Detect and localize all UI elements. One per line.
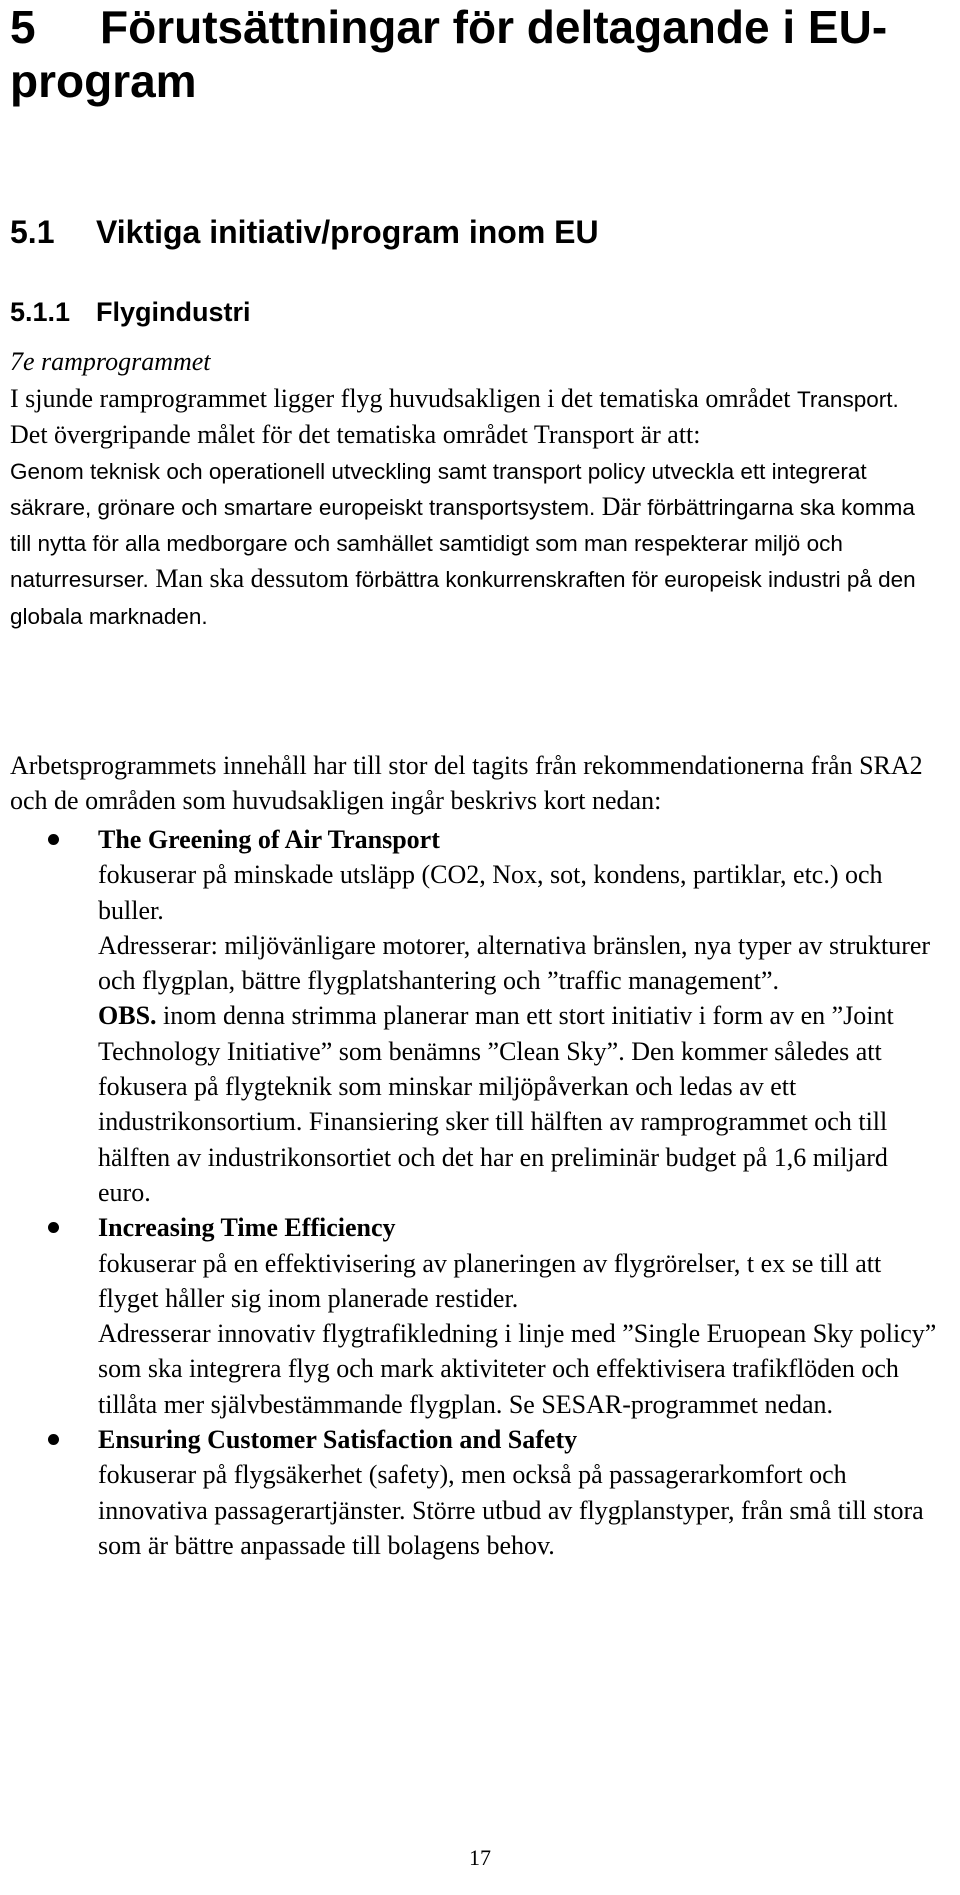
intro-text-b: Transport. [797, 387, 899, 412]
program-subheading: 7e ramprogrammet [10, 347, 211, 376]
list-item [10, 1422, 940, 1563]
focus-area-list [10, 822, 940, 1563]
obs-text: inom denna strimma planerar man ett stort initiativ i form av en ”Joint Technology Initiative” som benämns ”Clean Sky”. Den kommer således att fokusera på flygteknik som minskar miljöpåverkan och ledas av ett industrikonsortium. Finansiering sker till hälften av ramprogrammet och till hälften av industrikonsortiet och det har en preliminär budget på 1,6 miljard euro. [98, 1001, 894, 1207]
focus-area-title: Increasing Time Efficiency [98, 1213, 396, 1243]
subsection-number: 5.1.1 [10, 297, 71, 327]
focus-area-title: Ensuring Customer Satisfaction and Safety [98, 1425, 578, 1455]
intro-text-e: Där [595, 491, 648, 521]
chapter-heading [10, 0, 940, 108]
section-heading [10, 212, 599, 252]
bullet-icon [48, 834, 59, 845]
bullet-icon [48, 1222, 59, 1233]
intro-text-f: förbättringarna ska komma till nytta för alla medborgare och samhället samtidigt som man respekterar miljö och naturresurser. [10, 494, 915, 593]
subsection-heading [10, 295, 251, 329]
focus-area-text: fokuserar på en effektivisering av planeringen av flygrörelser, t ex se till att flyget håller sig inom planerade restider. [98, 1248, 882, 1313]
subsection-title: Flygindustri [96, 297, 251, 327]
intro-text-a: I sjunde ramprogrammet ligger flyg huvudsakligen i det tematiska området [10, 384, 791, 413]
chapter-title: Förutsättningar för deltagande i EU-program [10, 1, 888, 107]
intro-paragraph [10, 381, 940, 634]
intro-text-c: Det övergripande målet för det tematiska området Transport är att: [10, 420, 701, 450]
focus-area-text: fokuserar på flygsäkerhet (safety), men också på passagerarkomfort och innovativa passagerartjänster. Större utbud av flygplanstyper, från små till stora som är bättre anpassade till bolagens behov. [98, 1460, 924, 1560]
chapter-number: 5 [10, 1, 36, 53]
page-number: 17 [469, 1845, 491, 1870]
section-number: 5.1 [10, 214, 55, 250]
intro-text-h: förbättra konkurrenskraften för europeisk industri på den globala marknaden. [10, 567, 916, 629]
list-item [10, 822, 940, 1210]
focus-area-text: fokuserar på minskade utsläpp (CO2, Nox, sot, kondens, partiklar, etc.) och buller. [98, 860, 883, 925]
list-item [10, 1210, 940, 1422]
intro-text-d: Genom teknisk och operationell utveckling samt transport policy utveckla ett integrerat säkrare, grönare och smartare europeiskt transportsystem. [10, 458, 867, 520]
bullet-icon [48, 1434, 59, 1445]
section-title: Viktiga initiativ/program inom EU [96, 214, 599, 250]
focus-area-text: Adresserar innovativ flygtrafikledning i linje med ”Single Eruopean Sky policy” som ska integrera flyg och mark aktiviteter och effektivisera trafikflöden och tillåta mer självbestämmande flygplan. Se SESAR-programmet nedan. [98, 1319, 937, 1419]
focus-area-text: Adresserar: miljövänligare motorer, alternativa bränslen, nya typer av strukturer och flygplan, bättre flygplatshantering och ”traffic management”. [98, 930, 931, 996]
work-programme-paragraph: Arbetsprogrammets innehåll har till stor del tagits från rekommendationerna från SRA2 och de områden som huvudsakligen ingår beskrivs kort nedan: [10, 751, 923, 816]
focus-area-note [98, 998, 940, 1210]
obs-label: OBS. [98, 1001, 157, 1031]
intro-text-g: Man ska dessutom [148, 564, 356, 594]
focus-area-title: The Greening of Air Transport [98, 825, 440, 854]
